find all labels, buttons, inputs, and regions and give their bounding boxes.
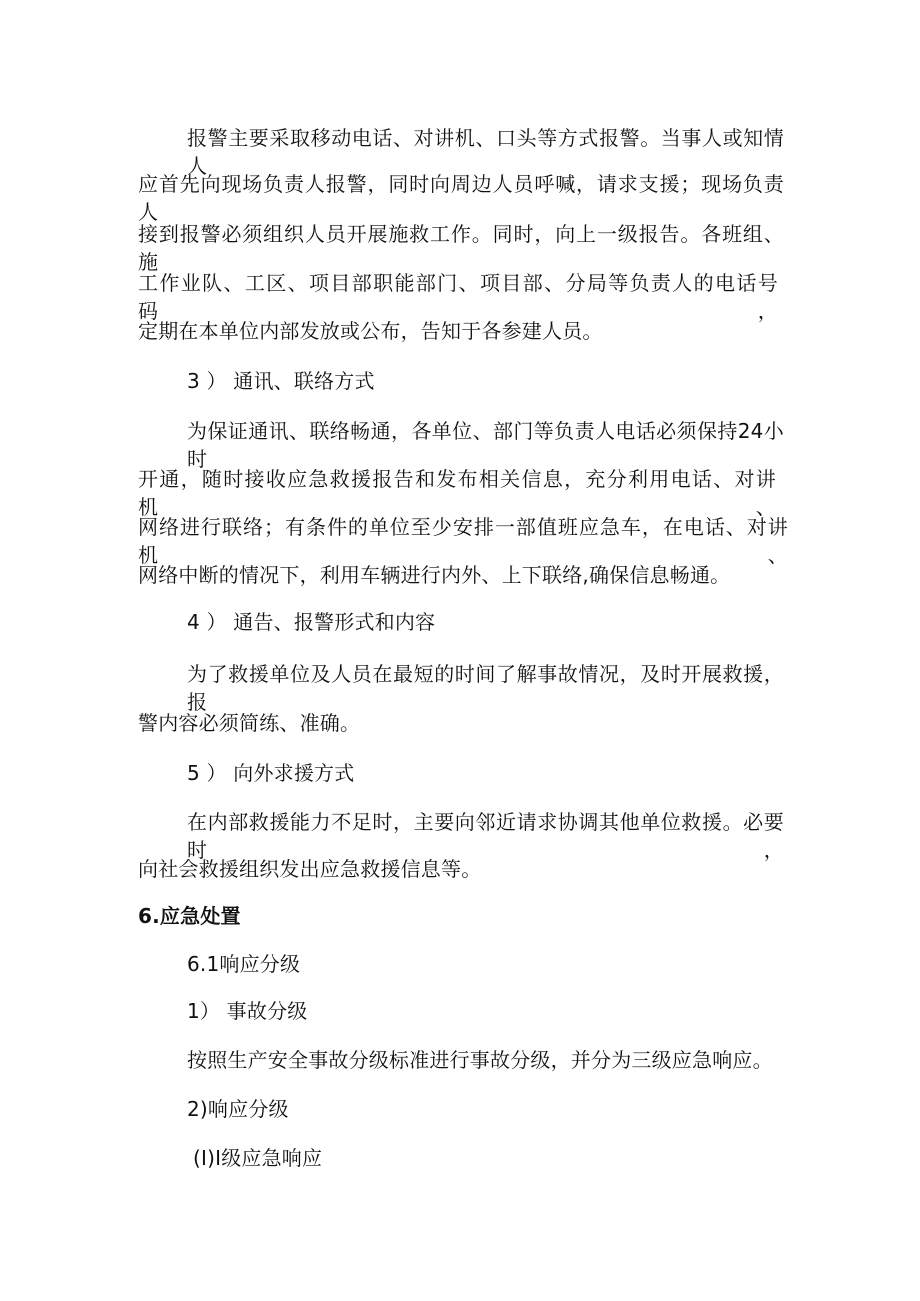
list-item: 1） 事故分级 [187,999,308,1023]
paragraph-line: 网络中断的情况下，利用车辆进行内外、上下联络,确保信息畅通。 [138,563,731,587]
paragraph-line: 网络进行联络；有条件的单位至少安排一部值班应急车，在电话、对讲机、 [138,515,788,567]
paragraph-line: 定期在本单位内部发放或公布，告知于各参建人员。 [138,319,603,343]
paragraph-line: 为保证通讯、联络畅通，各单位、部门等负责人电话必须保持24小时 [187,419,784,471]
paragraph-line: 接到报警必须组织人员开展施救工作。同时，向上一级报告。各班组、施 [138,222,784,274]
section-item-5: 5 ） 向外求援方式 [187,761,355,785]
paragraph-line: 工作业队、工区、项目部职能部门、项目部、分局等负责人的电话号码， [138,271,778,323]
paragraph-line: 开通，随时接收应急救援报告和发布相关信息，充分利用电话、对讲机、 [138,467,776,519]
paragraph-line: 向社会救援组织发出应急救援信息等。 [138,857,482,881]
paragraph-line: 按照生产安全事故分级标准进行事故分级，并分为三级应急响应。 [187,1048,773,1072]
paragraph-line: 报警主要采取移动电话、对讲机、口头等方式报警。当事人或知情人 [187,126,784,178]
subsection-heading: 6.1响应分级 [187,952,301,976]
paragraph-line: 警内容必须简练、准确。 [138,711,361,735]
list-item: 2)响应分级 [187,1097,289,1121]
section-item-4: 4 ） 通告、报警形式和内容 [187,610,436,634]
paragraph-line: 应首先向现场负责人报警，同时向周边人员呼喊，请求支援；现场负责人 [138,172,784,224]
paragraph-line: 为了救援单位及人员在最短的时间了解事故情况，及时开展救援，报 [187,662,784,714]
list-item: (I)I级应急响应 [193,1146,323,1170]
section-heading: 6.应急处置 [138,904,241,928]
section-item-3: 3 ） 通讯、联络方式 [187,369,375,393]
paragraph-line: 在内部救援能力不足时，主要向邻近请求协调其他单位救援。必要时， [187,810,784,862]
